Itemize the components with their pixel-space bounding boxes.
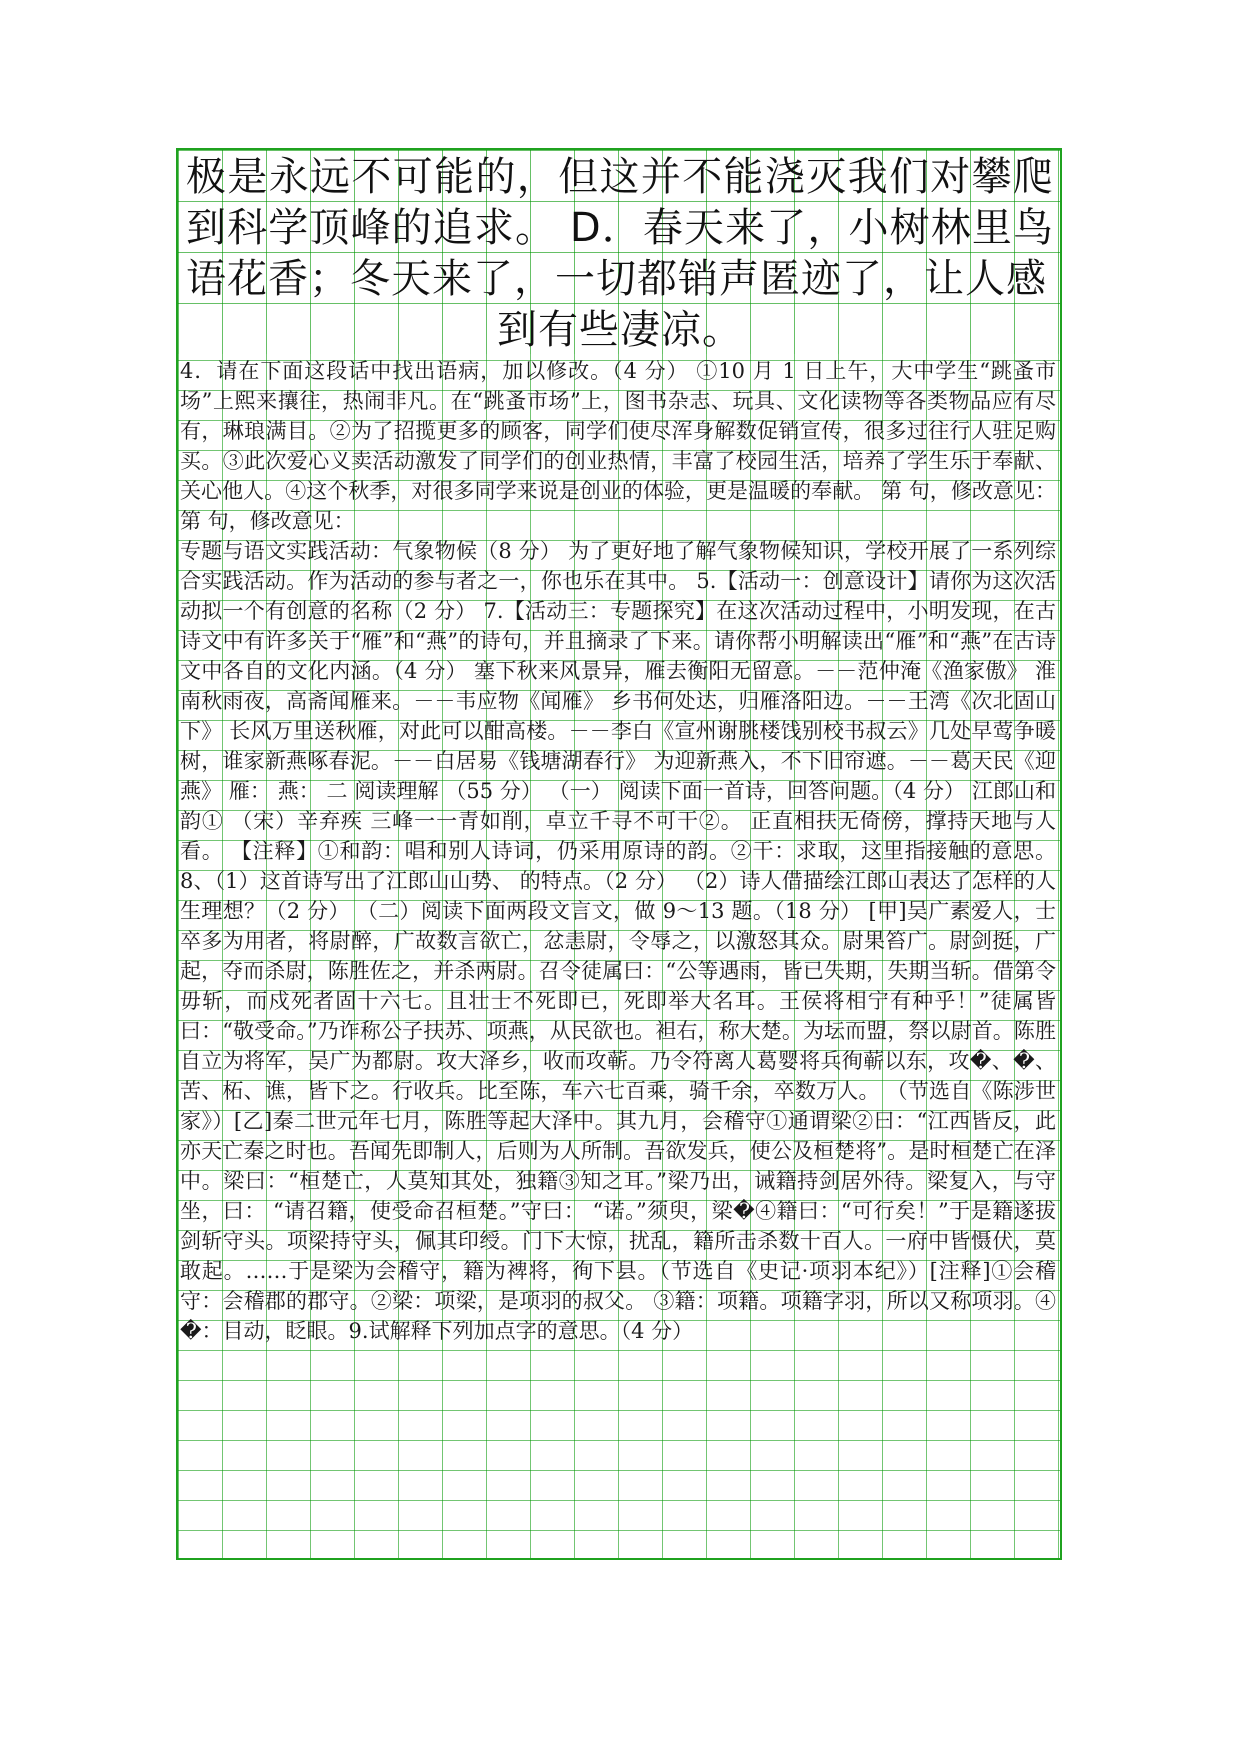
paragraph-question-4: 4．请在下面这段话中找出语病，加以修改。（4 分） ①10 月 1 日上午，大中学生“跳蚤市场”上熙来攘往，热闹非凡。在“跳蚤市场”上，图书杂志、玩具、文化读物等各类物品应有尽有，琳琅满目。②为了招揽更多的顾客，同学们使尽浑身解数促销宣传，很多过往行人驻足购买。③此次爱心义卖活动激发了同学们的创业热情，丰富了校园生活，培养了学生乐于奉献、关心他人。④这个秋季，对很多同学来说是创业的体验，更是温暖的奉献。 第 句，修改意见： 第 句，修改意见：	[180, 359, 1056, 533]
grid-paper-page	[176, 148, 1062, 1560]
large-text-line2: 到有些凄凉。	[497, 307, 743, 353]
large-text-block	[178, 150, 1060, 354]
large-text	[178, 150, 1060, 356]
large-text-line1: 极是永远不可能的，但这并不能浇灭我们对攀爬到科学顶峰的追求。 D．春天来了，小树林里鸟语花香；冬天来了，一切都销声匿迹了，让人感	[186, 154, 1054, 302]
document-body	[178, 356, 1060, 1346]
paragraph-activities-reading: 专题与语文实践活动：气象物候（8 分） 为了更好地了解气象物候知识，学校开展了一系列综合实践活动。作为活动的参与者之一，你也乐在其中。 5.【活动一：创意设计】请你为这次活动拟一个有创意的名称（2 分） 7.【活动三：专题探究】在这次活动过程中，小明发现，在古诗文中有许多关于“雁”和“燕”的诗句，并且摘录了下来。请你帮小明解读出“雁”和“燕”在古诗文中各自的文化内涵。（4 分） 塞下秋来风景异，雁去衡阳无留意。－－范仲淹《渔家傲》 淮南秋雨夜，高斋闻雁来。－－韦应物《闻雁》 乡书何处达，归雁洛阳边。－－王湾《次北固山下》 长风万里送秋雁，对此可以酣高楼。－－李白《宣州谢朓楼饯别校书叔云》几处早莺争暖树，谁家新燕啄春泥。－－白居易《钱塘湖春行》 为迎新燕入，不下旧帘遮。－－葛天民《迎燕》 雁： 燕： 二 阅读理解 （55 分） （一） 阅读下面一首诗，回答问题。（4 分） 江郎山和韵① （宋）辛弃疾 三峰一一青如削，卓立千寻不可干②。 正直相扶无倚傍，撑持天地与人看。 【注释】①和韵：唱和别人诗词，仍采用原诗的韵。②干：求取，这里指接触的意思。8、（1）这首诗写出了江郎山山势、 的特点。（2 分） （2）诗人借描绘江郎山表达了怎样的人生理想？（2 分） （二）阅读下面两段文言文，做 9～13 题。（18 分） [甲]吴广素爱人，士卒多为用者，将尉醉，广故数言欲亡，忿恚尉，令辱之，以激怒其众。尉果笞广。尉剑挺，广起，夺而杀尉，陈胜佐之，并杀两尉。召令徒属曰：“公等遇雨，皆已失期，失期当斩。借第令毋斩，而戍死者固十六七。且壮士不死即已，死即举大名耳。王侯将相宁有种乎！”徒属皆曰：“敬受命。”乃诈称公子扶苏、项燕，从民欲也。袒右，称大楚。为坛而盟，祭以尉首。陈胜自立为将军，吴广为都尉。攻大泽乡，收而攻蕲。乃令符离人葛婴将兵徇蕲以东，攻�、�、苦、柘、谯，皆下之。行收兵。比至陈，车六七百乘，骑千余，卒数万人。 （节选自《陈涉世家》）[乙]秦二世元年七月，陈胜等起大泽中。其九月，会稽守①通谓梁②曰：“江西皆反，此亦天亡秦之时也。吾闻先即制人，后则为人所制。吾欲发兵，使公及桓楚将”。是时桓楚亡在泽中。梁曰：“桓楚亡，人莫知其处，独籍③知之耳。”梁乃出，诫籍持剑居外待。梁复入，与守坐，曰： “请召籍，使受命召桓楚。”守曰： “诺。”须臾，梁�④籍曰：“可行矣！”于是籍遂拔剑斩守头。项梁持守头，佩其印绶。门下大惊，扰乱，籍所击杀数十百人。一府中皆慑伏，莫敢起。……于是梁为会稽守，籍为裨将，徇下县。（节选自《史记·项羽本纪》）[注释]①会稽守：会稽郡的郡守。②梁：项梁，是项羽的叔父。 ③籍：项籍。项籍字羽，所以又称项羽。④�：目动，眨眼。9.试解释下列加点字的意思。（4 分）	[180, 539, 1056, 1343]
